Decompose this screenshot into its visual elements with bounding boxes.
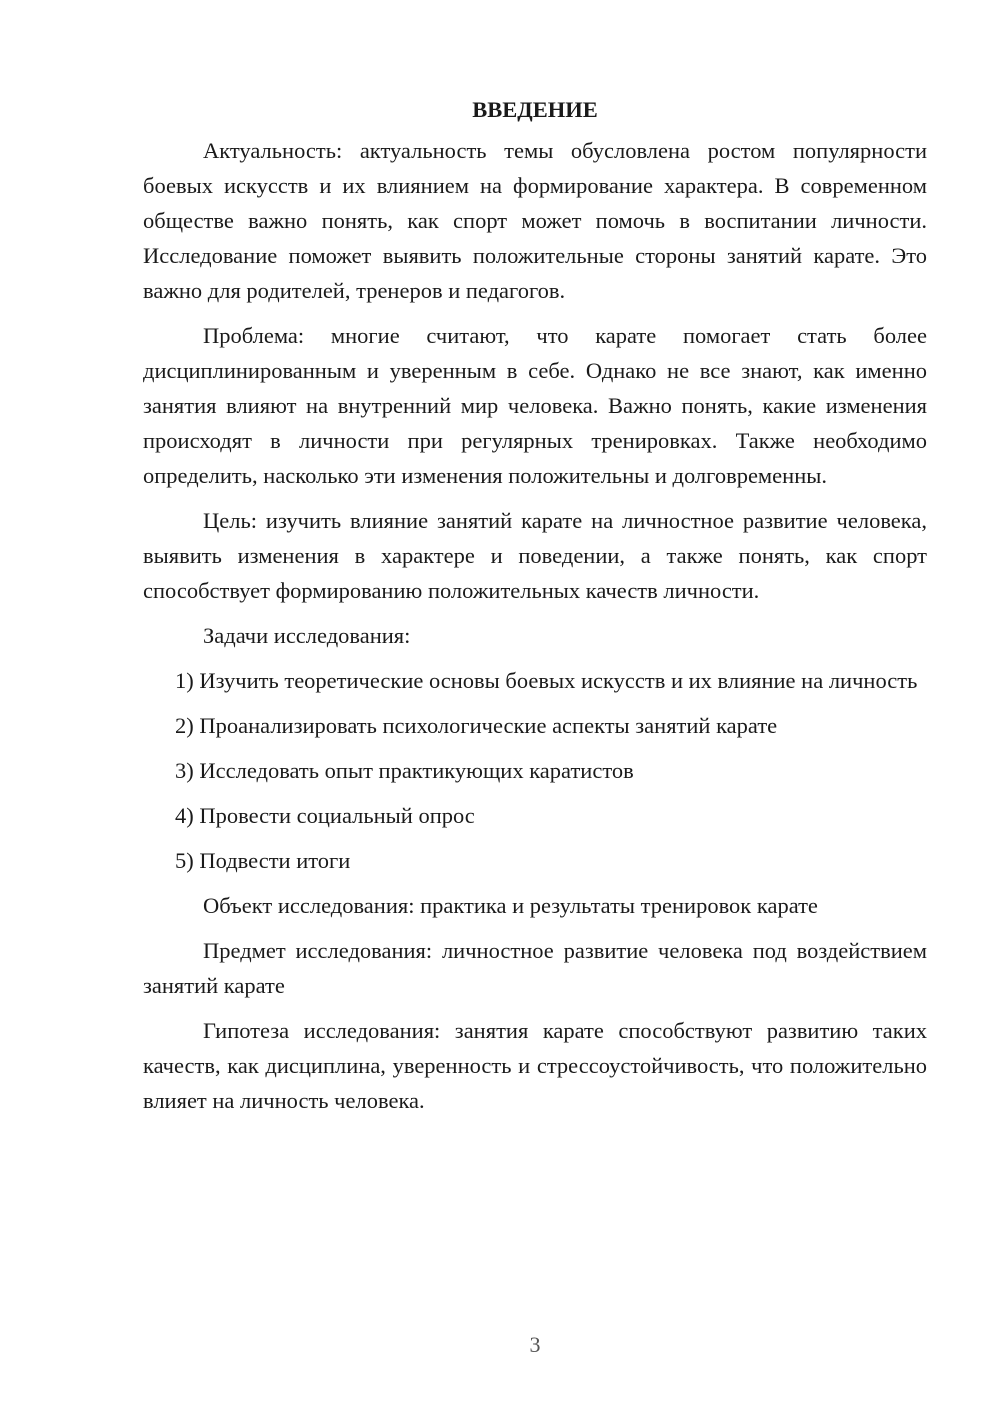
task-item: 2) Проанализировать психологические аспекты занятий карате (175, 713, 778, 738)
tasks-list (143, 663, 927, 878)
section-title: ВВЕДЕНИЕ (472, 97, 598, 122)
task-item: 1) Изучить теоретические основы боевых искусств и их влияние на личность (175, 668, 918, 693)
task-item: 4) Провести социальный опрос (175, 803, 475, 828)
tasks-heading: Задачи исследования: (203, 623, 411, 648)
goal-paragraph: Цель: изучить влияние занятий карате на личностное развитие человека, выявить изменения в характере и поведении, а также понять, как спорт способствует формированию положительных качеств личности. (143, 508, 927, 603)
document-page (143, 92, 927, 1128)
hypothesis-paragraph: Гипотеза исследования: занятия карате способствуют развитию таких качеств, как дисциплина, уверенность и стрессоустойчивость, что положительно влияет на личность человека. (143, 1018, 927, 1113)
subject-paragraph: Предмет исследования: личностное развитие человека под воздействием занятий карате (143, 938, 927, 998)
task-item: 3) Исследовать опыт практикующих каратистов (175, 758, 634, 783)
relevance-paragraph: Актуальность: актуальность темы обусловлена ростом популярности боевых искусств и их влиянием на формирование характера. В современном обществе важно понять, как спорт может помочь в воспитании личности. Исследование поможет выявить положительные стороны занятий карате. Это важно для родителей, тренеров и педагогов. (143, 138, 927, 303)
page-number: 3 (529, 1332, 541, 1357)
object-paragraph: Объект исследования: практика и результаты тренировок карате (203, 893, 818, 918)
problem-paragraph: Проблема: многие считают, что карате помогает стать более дисциплинированным и уверенным в себе. Однако не все знают, как именно занятия влияют на внутренний мир человека. Важно понять, какие изменения происходят в личности при регулярных тренировках. Также необходимо определить, насколько эти изменения положительны и долговременны. (143, 323, 927, 488)
task-item: 5) Подвести итоги (175, 848, 351, 873)
